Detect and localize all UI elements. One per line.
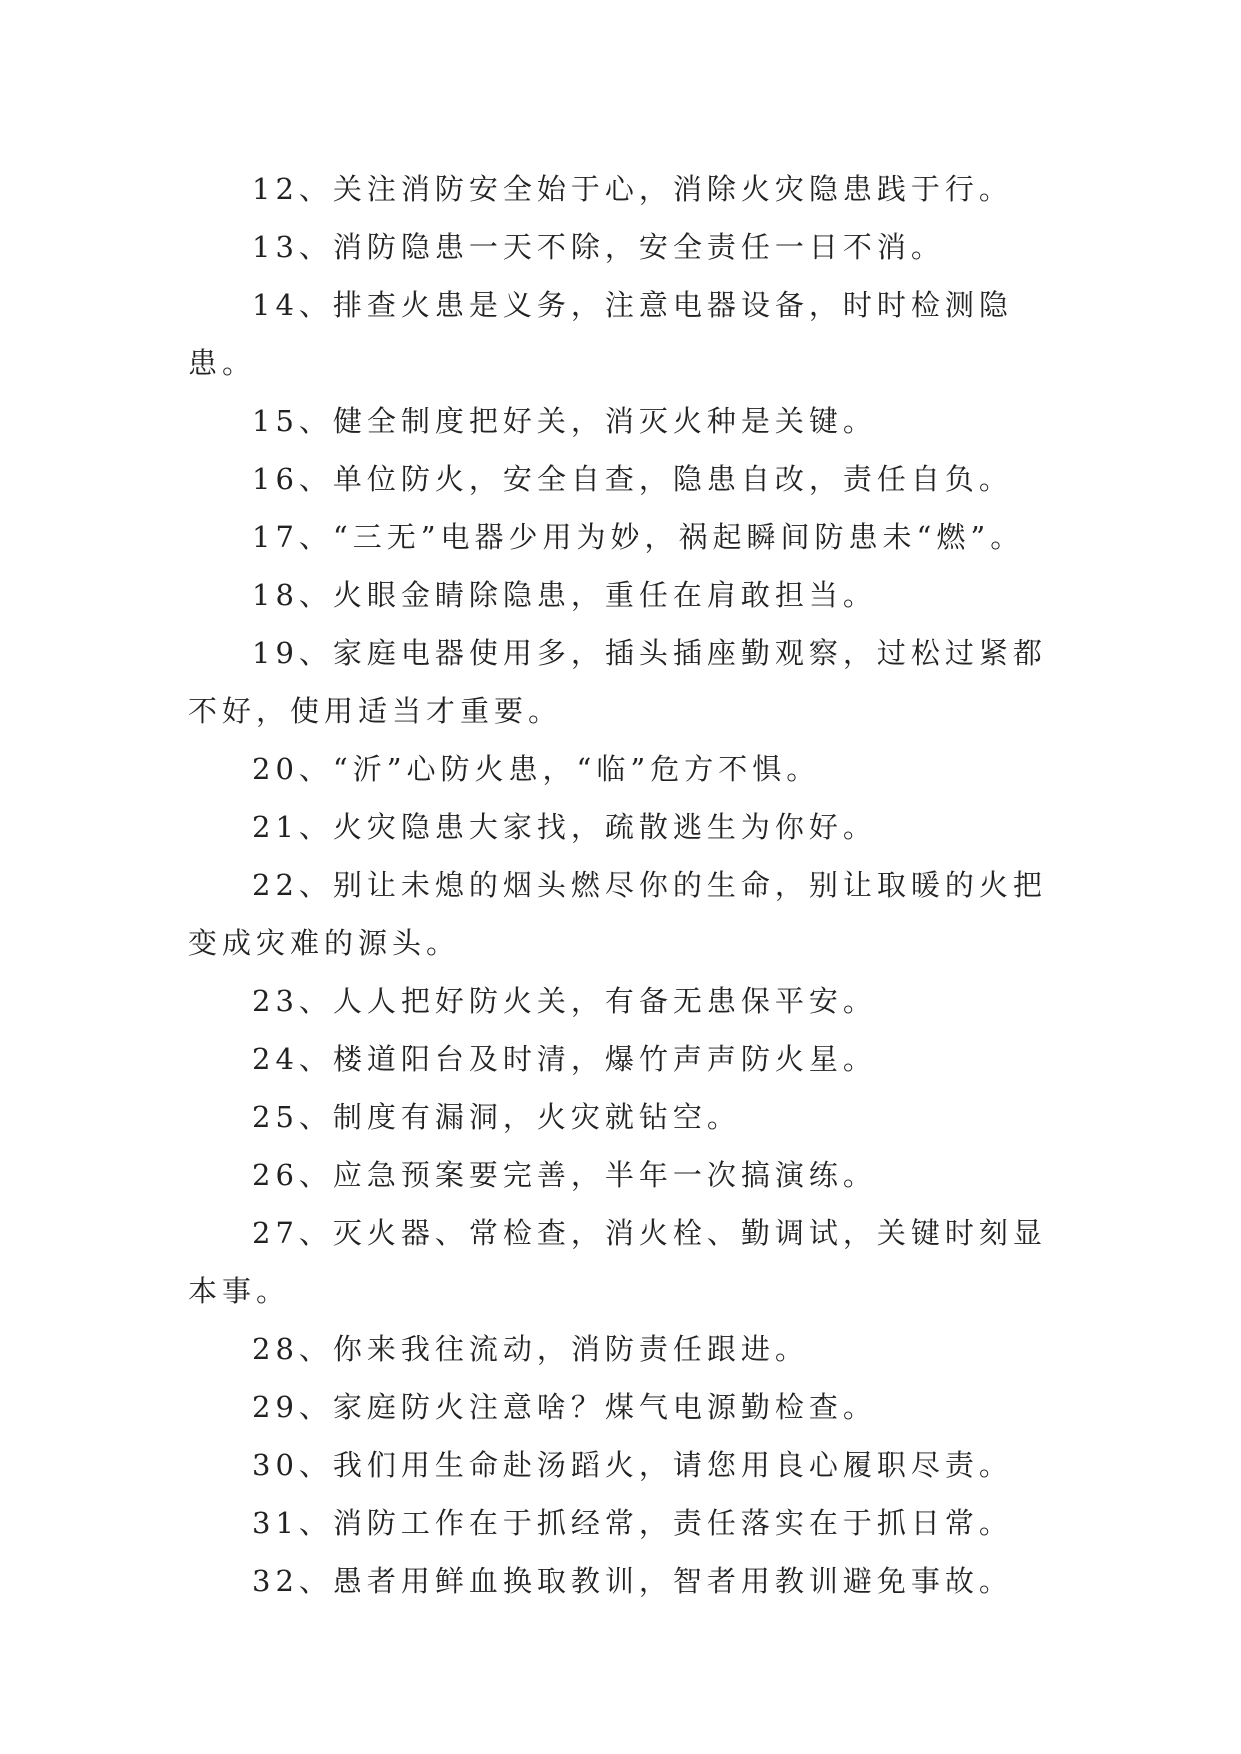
slogan-line-32: 32、愚者用鲜血换取教训，智者用教训避免事故。 <box>252 1564 1013 1598</box>
slogan-line-28: 28、你来我往流动，消防责任跟进。 <box>252 1332 809 1366</box>
slogan-line-13: 13、消防隐患一天不除，安全责任一日不消。 <box>252 230 945 264</box>
slogan-line-21: 21、火灾隐患大家找，疏散逃生为你好。 <box>252 810 877 844</box>
slogan-line-22: 22、别让未熄的烟头燃尽你的生命，别让取暖的火把变成灾难的源头。 <box>188 868 1047 960</box>
slogan-line-26: 26、应急预案要完善，半年一次搞演练。 <box>252 1158 877 1192</box>
slogan-line-18: 18、火眼金睛除隐患，重任在肩敢担当。 <box>252 578 877 612</box>
slogan-line-17: 17、“三无”电器少用为妙，祸起瞬间防患未“燃”。 <box>252 520 1025 554</box>
slogan-line-15: 15、健全制度把好关，消灭火种是关键。 <box>252 404 877 438</box>
slogan-line-16: 16、单位防火，安全自查，隐患自改，责任自负。 <box>252 462 1013 496</box>
slogan-line-29: 29、家庭防火注意啥？煤气电源勤检查。 <box>252 1390 877 1424</box>
slogan-line-23: 23、人人把好防火关，有备无患保平安。 <box>252 984 877 1018</box>
slogan-line-27: 27、灭火器、常检查，消火栓、勤调试，关键时刻显本事。 <box>188 1216 1047 1308</box>
document-body <box>188 160 1058 1610</box>
slogan-line-12: 12、关注消防安全始于心，消除火灾隐患践于行。 <box>252 172 1013 206</box>
slogan-line-30: 30、我们用生命赴汤蹈火，请您用良心履职尽责。 <box>252 1448 1013 1482</box>
slogan-line-14: 14、排查火患是义务，注意电器设备，时时检测隐患。 <box>188 288 1013 380</box>
slogan-line-25: 25、制度有漏洞，火灾就钻空。 <box>252 1100 741 1134</box>
slogan-line-19: 19、家庭电器使用多，插头插座勤观察，过松过紧都不好，使用适当才重要。 <box>188 636 1047 728</box>
slogan-line-24: 24、楼道阳台及时清，爆竹声声防火星。 <box>252 1042 877 1076</box>
slogan-line-20: 20、“沂”心防火患，“临”危方不惧。 <box>252 752 821 786</box>
slogan-line-31: 31、消防工作在于抓经常，责任落实在于抓日常。 <box>252 1506 1013 1540</box>
